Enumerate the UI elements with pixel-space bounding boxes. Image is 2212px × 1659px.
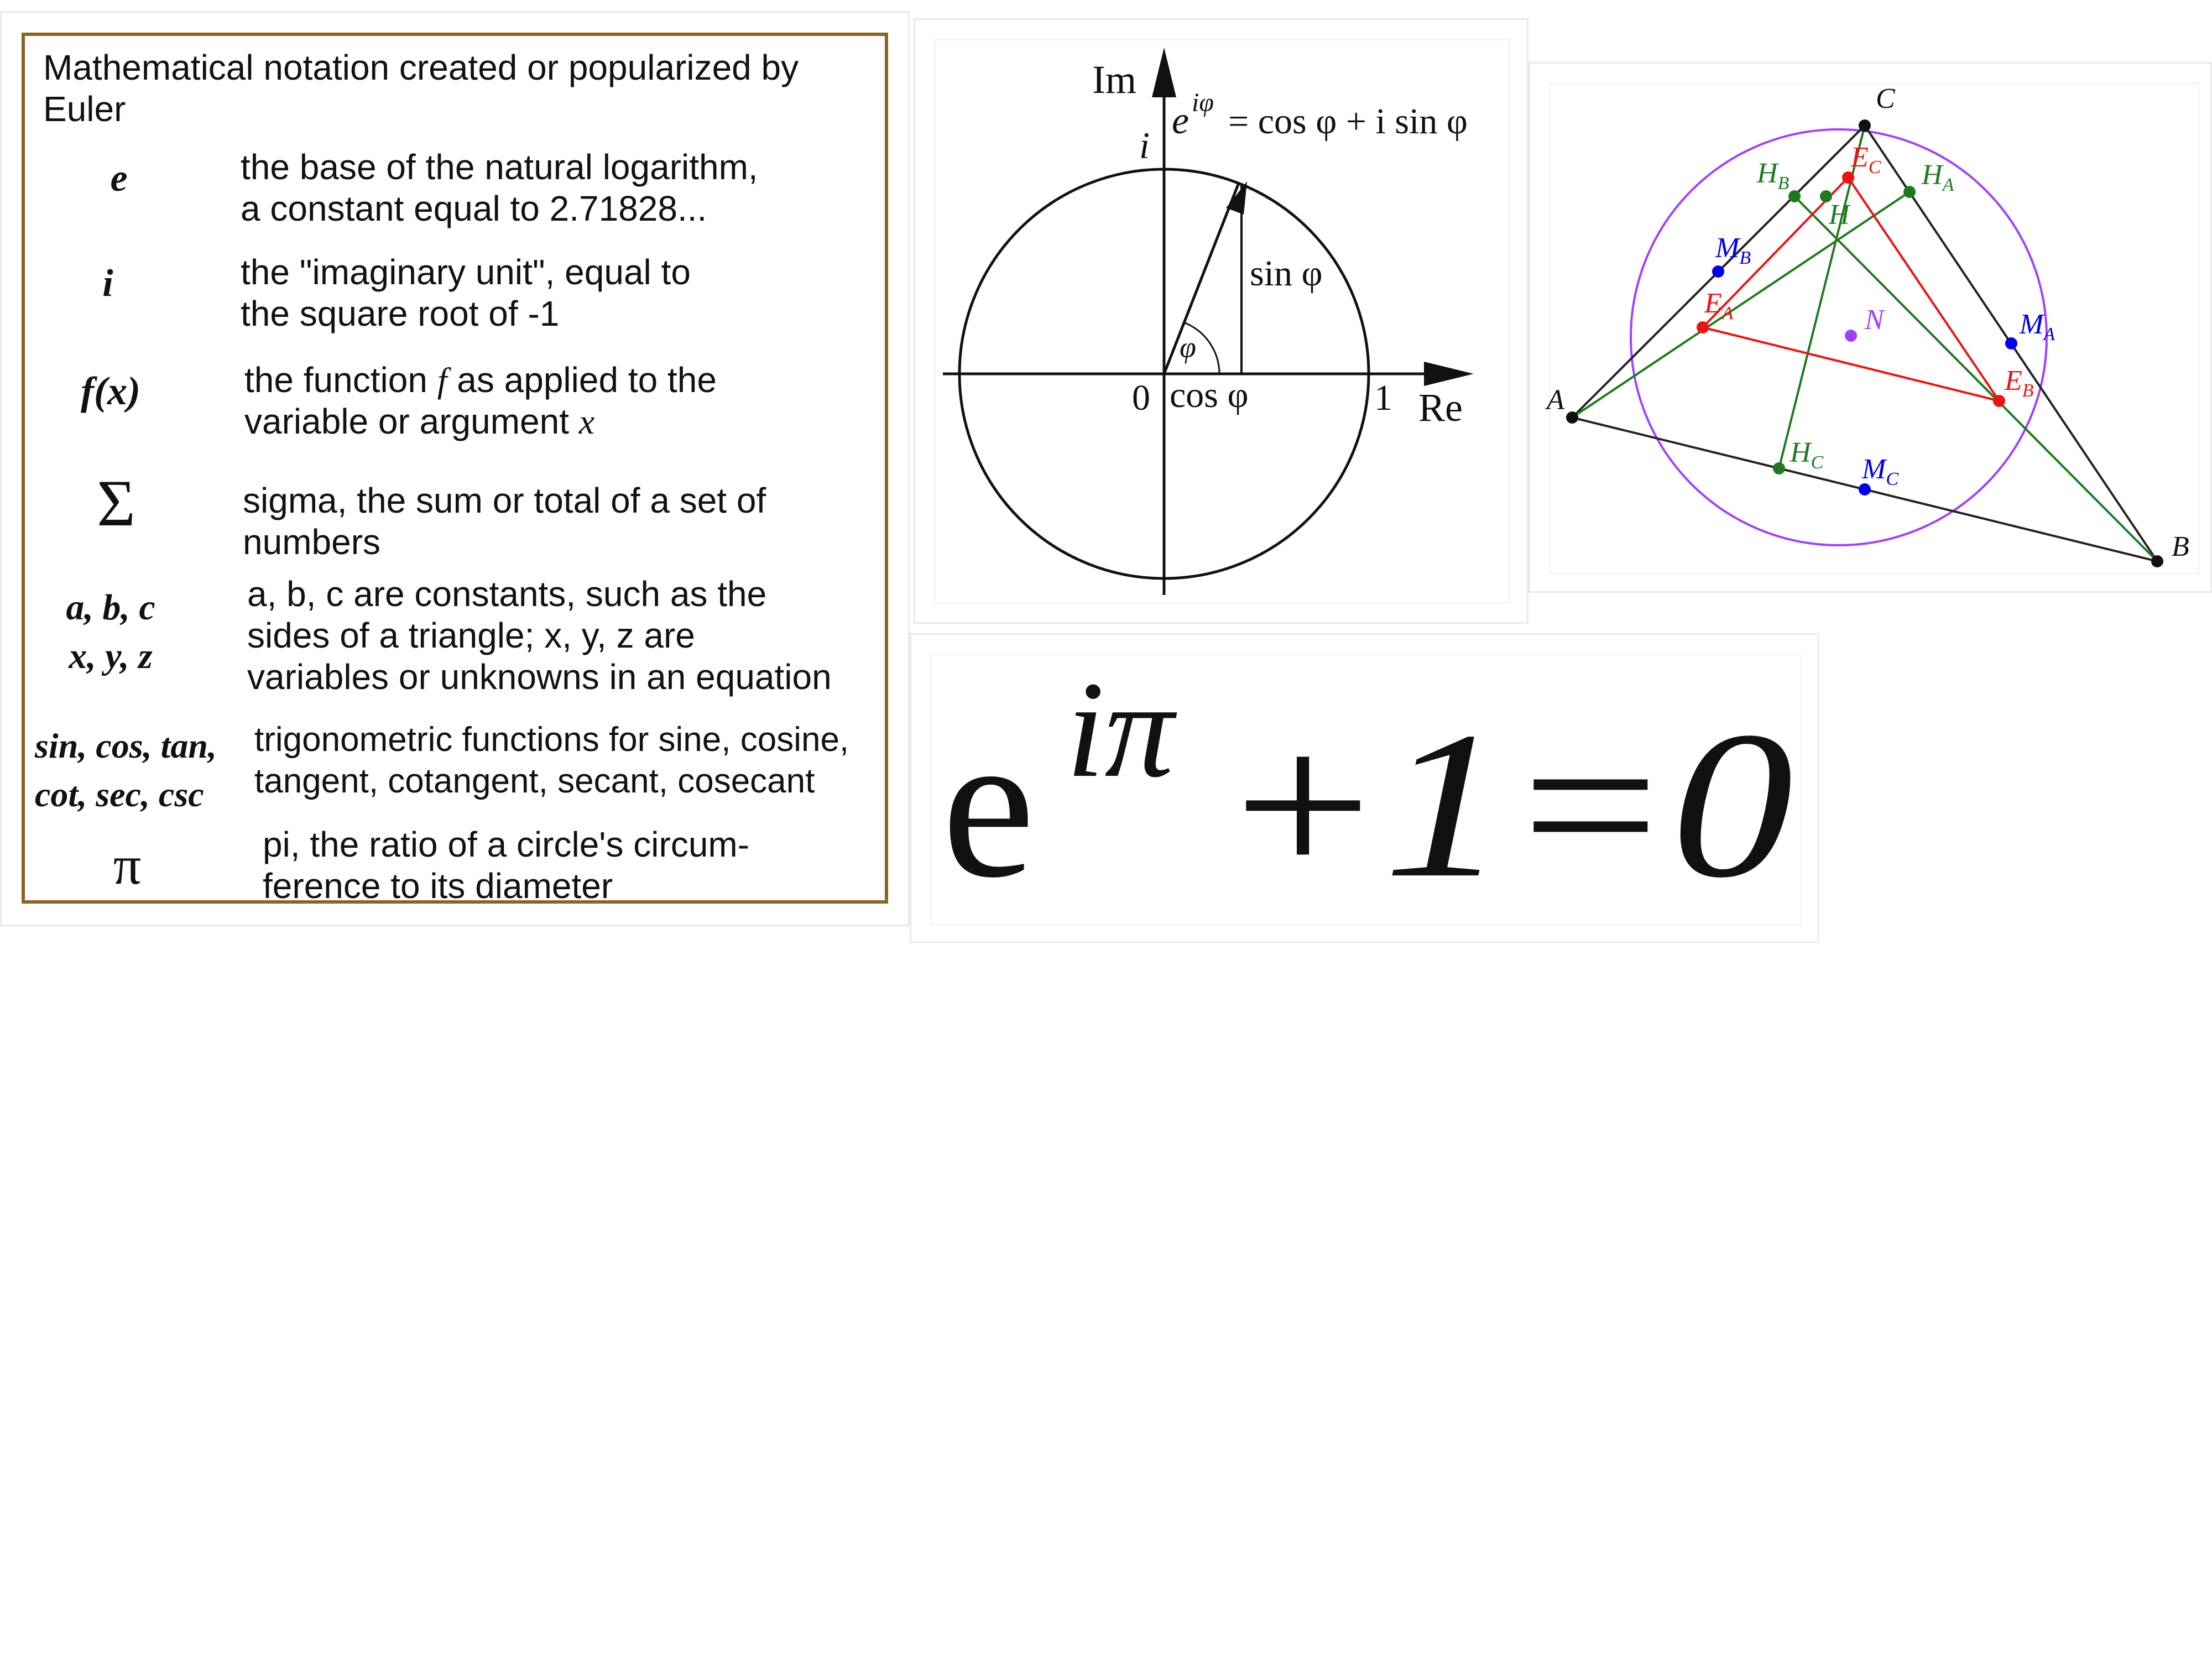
identity-rest: +1=0 <box>1218 688 1793 921</box>
label-h: H <box>1829 199 1850 231</box>
point-ha <box>1903 186 1916 198</box>
symbol-line: a, b, c <box>66 587 155 628</box>
i-label: i <box>1139 124 1150 166</box>
notation-title: Mathematical notation created or popularized by Euler <box>43 48 799 129</box>
radius-vector <box>1164 183 1239 374</box>
description-line: ference to its diameter <box>263 866 613 906</box>
label-c: C <box>1876 83 1895 114</box>
description-line <box>244 359 717 401</box>
label-mc: $M_C$ <box>1862 453 1899 489</box>
altitude-from-a <box>1572 192 1910 418</box>
description-line: a constant equal to 2.71828... <box>241 189 707 228</box>
description-e <box>241 147 758 229</box>
triangle-vertices <box>1566 119 2163 567</box>
formula-rest: = cos φ + i sin φ <box>1228 101 1468 142</box>
symbol-pi: π <box>113 834 142 896</box>
description-line: the "imaginary unit", equal to <box>241 252 691 292</box>
identity-base: e <box>942 688 1035 921</box>
one-label: 1 <box>1374 378 1392 418</box>
euler-points <box>1697 171 2005 407</box>
description-line: the square root of -1 <box>241 294 560 333</box>
description-text: variable or argument <box>244 401 569 441</box>
label-ma: $M_A$ <box>2020 309 2056 345</box>
euler-formula-figure-panel <box>914 18 1528 624</box>
angle-label: φ <box>1180 331 1196 364</box>
label-b: B <box>2172 531 2189 562</box>
point-hb <box>1788 190 1801 202</box>
description-line: sides of a triangle; x, y, z are <box>247 615 695 655</box>
im-label: Im <box>1092 58 1136 102</box>
point-ec <box>1842 171 1854 184</box>
description-constants-variables <box>247 573 832 698</box>
description-fx <box>244 359 717 442</box>
description-line: sigma, the sum or total of a set of <box>243 481 766 520</box>
description-sigma <box>243 480 766 563</box>
altitude-from-b <box>1794 196 2157 561</box>
point-ma <box>2005 337 2017 349</box>
symbol-fx: f(x) <box>81 369 140 413</box>
description-line: tangent, cotangent, secant, cosecant <box>254 762 815 800</box>
symbol-trig-functions <box>35 722 245 819</box>
point-b <box>2151 555 2163 567</box>
real-axis-arrow <box>1424 362 1474 386</box>
description-line: trigonometric functions for sine, cosine, <box>254 721 849 759</box>
description-text: the function <box>244 360 427 400</box>
identity-exponent: iπ <box>1066 653 1174 806</box>
description-trig-functions <box>254 719 849 802</box>
cos-label: cos φ <box>1170 375 1249 415</box>
symbol-constants-variables <box>41 583 180 681</box>
symbol-i: i <box>102 262 113 305</box>
variable-f: f <box>437 361 447 400</box>
symbol-line: x, y, z <box>69 636 153 676</box>
description-pi <box>263 824 749 907</box>
label-eb: $E_B$ <box>2005 365 2034 401</box>
symbol-e: e <box>110 157 128 200</box>
description-line: a, b, c are constants, such as the <box>247 574 767 614</box>
label-mb: $M_B$ <box>1715 232 1751 268</box>
point-ea <box>1697 321 1709 333</box>
symbol-sigma: Σ <box>97 466 135 540</box>
label-ea: $E_A$ <box>1704 288 1734 324</box>
description-line <box>244 401 717 442</box>
point-c <box>1859 119 1871 132</box>
description-line: pi, the ratio of a circle's circum- <box>263 825 750 864</box>
point-mb <box>1712 265 1724 278</box>
formula-e: e <box>1172 100 1190 142</box>
nine-point-circle-figure-panel <box>1528 62 2212 593</box>
sin-label: sin φ <box>1250 253 1323 294</box>
description-text: as applied to the <box>457 360 717 400</box>
label-hc: $H_C$ <box>1790 437 1824 473</box>
euler-identity-panel <box>910 633 1819 943</box>
imaginary-axis-arrow <box>1152 48 1176 97</box>
symbol-line: cot, sec, csc <box>35 775 204 814</box>
formula-exponent: iφ <box>1192 88 1214 117</box>
notation-panel <box>0 11 910 926</box>
label-a: A <box>1547 384 1564 416</box>
point-a <box>1566 411 1578 424</box>
re-label: Re <box>1418 385 1463 430</box>
symbol-line: sin, cos, tan, <box>35 726 217 765</box>
nine-point-circle-diagram <box>1530 64 2212 594</box>
euler-segment <box>1848 178 1999 401</box>
description-i <box>241 252 691 335</box>
euler-identity <box>911 635 1821 945</box>
description-line: the base of the natural logarithm, <box>241 147 758 187</box>
unit-circle-diagram <box>915 20 1530 625</box>
zero-label: 0 <box>1132 378 1150 418</box>
label-n: N <box>1865 304 1884 336</box>
point-n <box>1845 330 1857 342</box>
point-eb <box>1993 395 2005 407</box>
point-mc <box>1859 483 1871 495</box>
variable-x: x <box>578 402 595 441</box>
description-line: variables or unknowns in an equation <box>247 657 832 697</box>
point-hc <box>1773 462 1785 474</box>
notation-table <box>22 33 888 904</box>
label-hb: $H_B$ <box>1757 158 1790 194</box>
label-ec: $E_C$ <box>1851 142 1881 178</box>
label-ha: $H_A$ <box>1922 159 1954 195</box>
triangle-abc <box>1572 126 2157 561</box>
description-line: numbers <box>243 522 380 562</box>
